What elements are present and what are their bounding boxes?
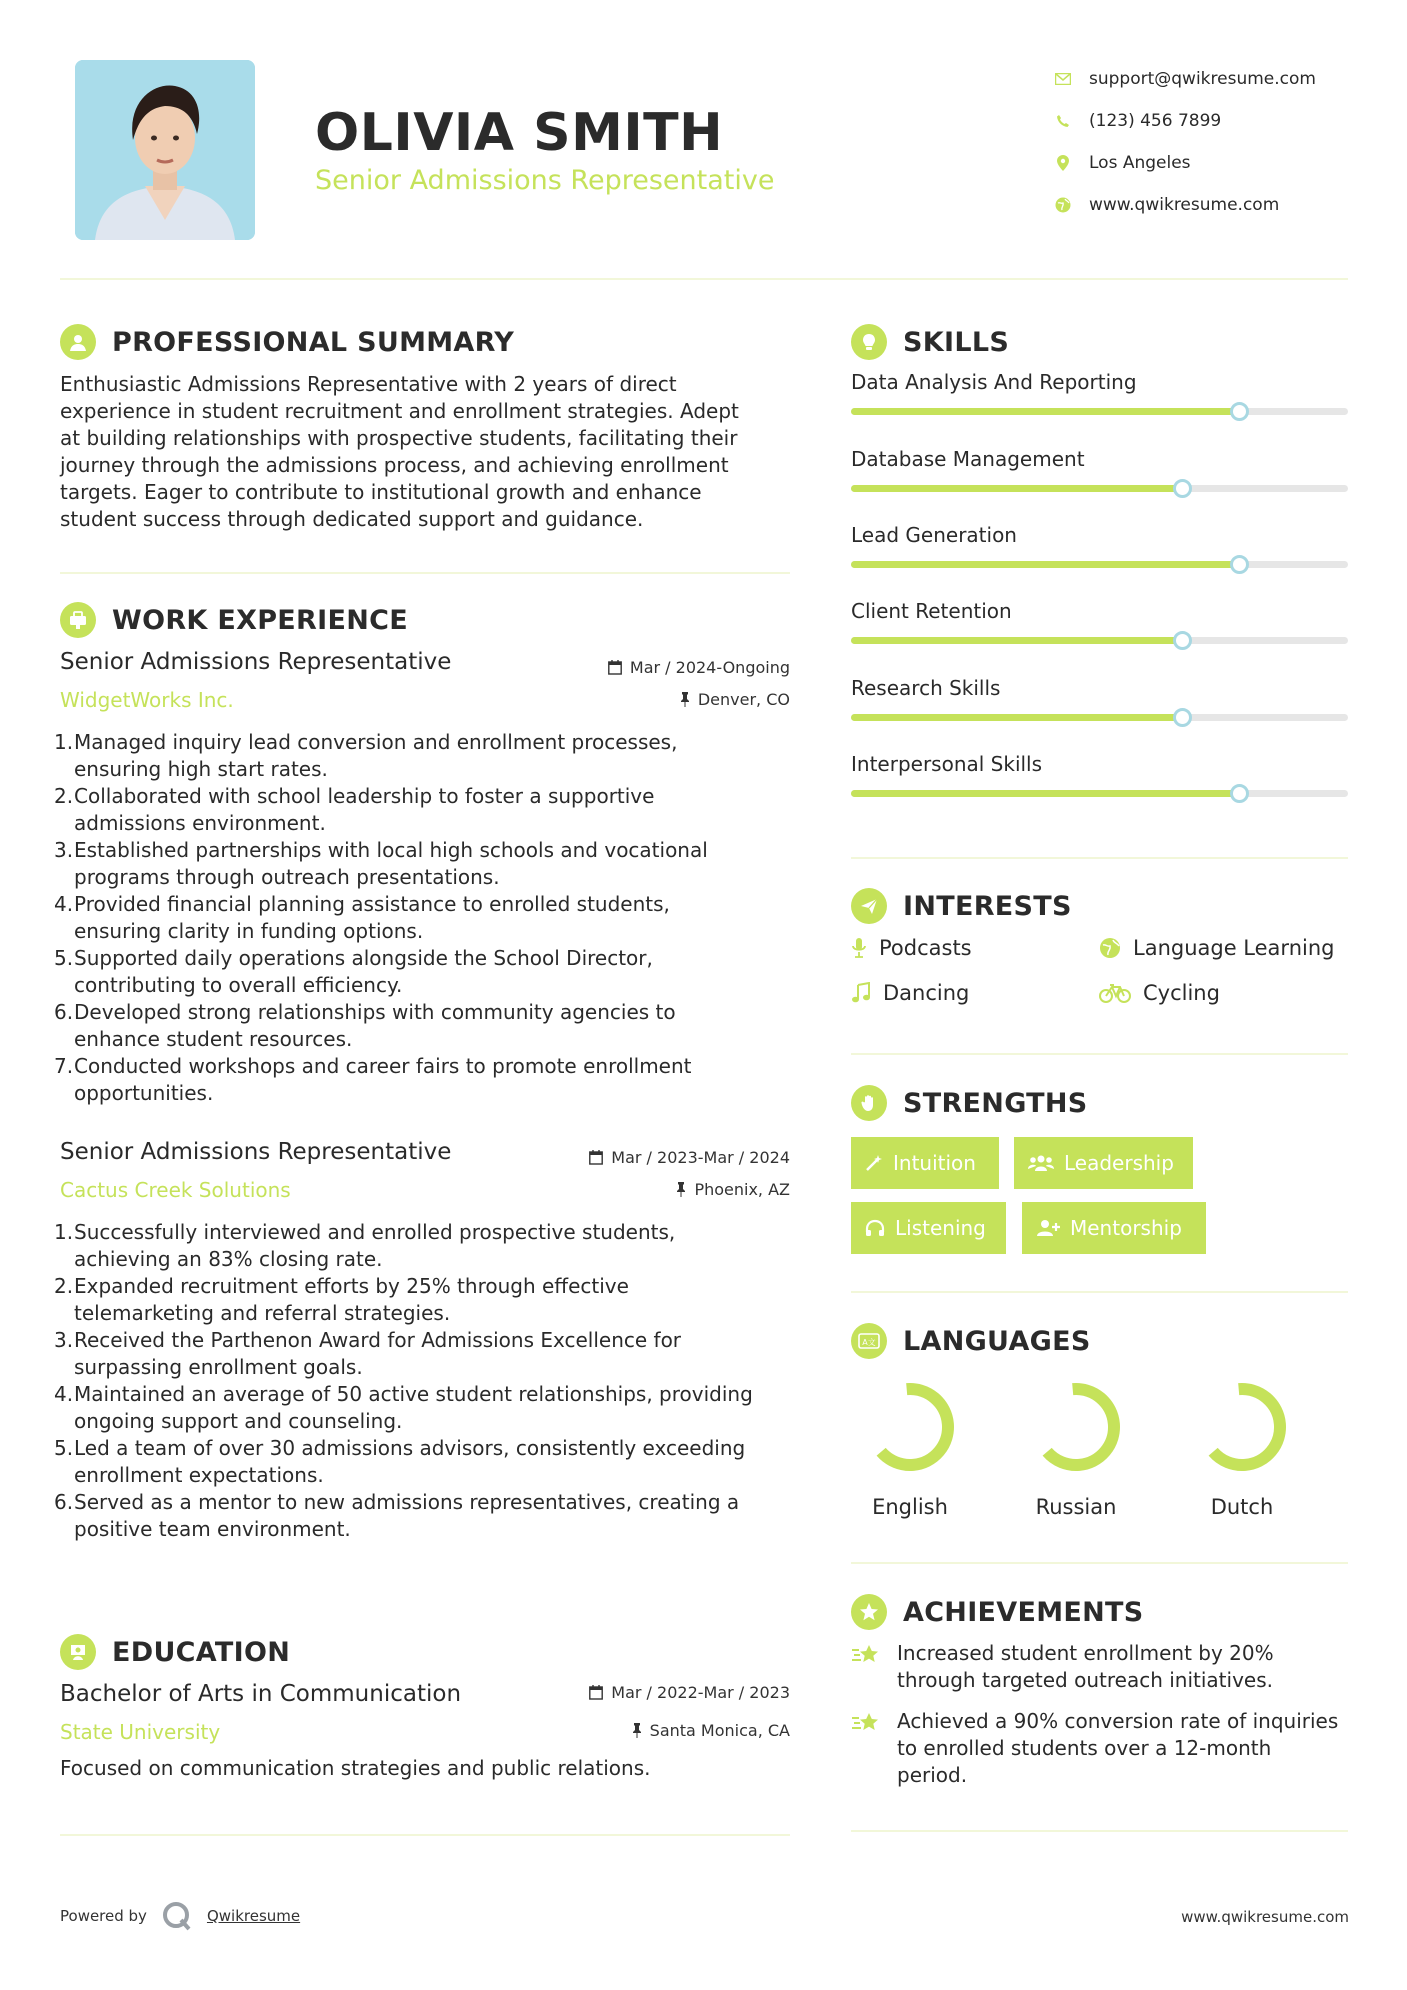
skills-title: SKILLS bbox=[903, 326, 1010, 358]
strength-chip-leadership bbox=[1014, 1137, 1193, 1189]
profile-photo bbox=[75, 60, 255, 240]
footer-powered bbox=[60, 1900, 300, 1932]
footer-website[interactable]: www.qwikresume.com bbox=[1181, 1908, 1349, 1926]
skill-bar-knob bbox=[1173, 708, 1192, 727]
skills-divider bbox=[851, 857, 1348, 859]
job-dates bbox=[608, 658, 790, 677]
job-duties bbox=[56, 1219, 796, 1543]
powered-by-text: Powered by bbox=[60, 1907, 147, 1925]
skill-bar-fill bbox=[851, 561, 1239, 568]
strengths-divider bbox=[851, 1291, 1348, 1293]
language-label: English bbox=[872, 1495, 948, 1519]
education-title: EDUCATION bbox=[112, 1636, 291, 1668]
language-item bbox=[845, 1377, 975, 1519]
qwikresume-logo-icon bbox=[161, 1900, 193, 1932]
languages-heading bbox=[851, 1323, 1091, 1359]
list-item: 6. Developed strong relationships with community agencies to enhance student resources. bbox=[54, 1000, 676, 1051]
interests-title: INTERESTS bbox=[903, 890, 1072, 922]
summary-divider bbox=[60, 572, 790, 574]
skill-bar-knob bbox=[1173, 631, 1192, 650]
achievement-item bbox=[851, 1708, 1348, 1789]
svg-text:A文: A文 bbox=[862, 1338, 876, 1347]
education-dates bbox=[589, 1683, 790, 1702]
interest-label: Cycling bbox=[1143, 981, 1220, 1005]
user-plus-icon bbox=[1036, 1219, 1060, 1237]
skill-bar bbox=[851, 408, 1348, 415]
job-location-text: Phoenix, AZ bbox=[694, 1180, 790, 1199]
interest-label: Language Learning bbox=[1133, 936, 1335, 960]
job-location bbox=[676, 1180, 790, 1199]
skill-item bbox=[851, 752, 1348, 776]
contact-email-text: support@qwikresume.com bbox=[1089, 69, 1316, 89]
job-title: Senior Admissions Representative bbox=[60, 1139, 452, 1165]
summary-heading bbox=[60, 324, 514, 360]
skill-item bbox=[851, 370, 1348, 394]
skill-bar bbox=[851, 790, 1348, 797]
summary-line: student success through dedicated support and guidance. bbox=[60, 507, 644, 531]
strengths-heading bbox=[851, 1085, 1088, 1121]
interest-podcasts bbox=[851, 936, 972, 960]
achievements-divider bbox=[851, 1830, 1348, 1832]
qwikresume-link[interactable]: Qwikresume bbox=[206, 1907, 301, 1925]
skill-label: Data Analysis And Reporting bbox=[851, 370, 1137, 394]
strength-chip-intuition bbox=[851, 1137, 999, 1189]
language-ring-arc bbox=[1201, 1386, 1283, 1468]
headphones-icon bbox=[865, 1219, 885, 1237]
achievements-title: ACHIEVEMENTS bbox=[903, 1596, 1144, 1628]
calendar-icon bbox=[608, 660, 622, 675]
education-dates-text: Mar / 2022-Mar / 2023 bbox=[611, 1683, 790, 1702]
list-item: 1. Successfully interviewed and enrolled prospective students, achieving an 83% closing rate. bbox=[54, 1220, 676, 1271]
summary-line: targets. Eager to contribute to institutional growth and enhance bbox=[60, 480, 702, 504]
list-item: 1. Managed inquiry lead conversion and enrollment processes, ensuring high start rates. bbox=[54, 730, 678, 781]
language-ring bbox=[1192, 1377, 1292, 1477]
language-ring-arc bbox=[869, 1386, 951, 1468]
skill-bar-fill bbox=[851, 485, 1182, 492]
skill-item bbox=[851, 523, 1348, 547]
contact-location bbox=[1053, 142, 1316, 184]
microphone-icon bbox=[851, 937, 867, 959]
bicycle-icon bbox=[1099, 982, 1131, 1004]
summary-line: at building relationships with prospective students, facilitating their bbox=[60, 426, 738, 450]
paper-plane-icon bbox=[851, 888, 887, 924]
contact-phone[interactable] bbox=[1053, 100, 1316, 142]
skill-bar-knob bbox=[1230, 784, 1249, 803]
list-item: 2. Collaborated with school leadership to foster a supportive admissions environment. bbox=[54, 784, 655, 835]
skill-item bbox=[851, 447, 1348, 471]
strength-label: Leadership bbox=[1064, 1151, 1174, 1175]
achievement-item bbox=[851, 1640, 1348, 1694]
list-item: 5. Led a team of over 30 admissions advisors, consistently exceeding enrollment expectations. bbox=[54, 1436, 746, 1487]
hand-icon bbox=[851, 1085, 887, 1121]
summary-line: experience in student recruitment and enrollment strategies. Adept bbox=[60, 399, 739, 423]
skill-bar-knob bbox=[1230, 555, 1249, 574]
skill-bar bbox=[851, 485, 1348, 492]
strength-chip-listening bbox=[851, 1202, 1006, 1254]
shooting-star-icon bbox=[851, 1710, 883, 1736]
phone-icon bbox=[1053, 111, 1073, 131]
list-item: 6. Served as a mentor to new admissions representatives, creating a positive team environment. bbox=[54, 1490, 740, 1541]
interest-dancing bbox=[851, 981, 969, 1005]
contact-location-text: Los Angeles bbox=[1089, 153, 1191, 173]
strength-label: Listening bbox=[895, 1216, 986, 1240]
education-divider bbox=[60, 1834, 790, 1836]
globe-icon bbox=[1099, 937, 1121, 959]
list-item: 5. Supported daily operations alongside the School Director, contributing to overall efficiency. bbox=[54, 946, 653, 997]
work-title: WORK EXPERIENCE bbox=[112, 604, 408, 636]
map-pin-icon bbox=[1053, 153, 1073, 173]
skill-label: Interpersonal Skills bbox=[851, 752, 1043, 776]
summary-line: journey through the admissions process, and achieving enrollment bbox=[60, 453, 729, 477]
job-duties bbox=[56, 729, 796, 1107]
briefcase-icon bbox=[60, 602, 96, 638]
candidate-name: OLIVIA SMITH bbox=[315, 103, 724, 163]
interest-label: Dancing bbox=[883, 981, 970, 1005]
interest-label: Podcasts bbox=[879, 936, 972, 960]
achievements-heading bbox=[851, 1594, 1144, 1630]
job-title: Senior Admissions Representative bbox=[60, 649, 452, 675]
job-company: Cactus Creek Solutions bbox=[60, 1178, 291, 1202]
user-icon bbox=[60, 324, 96, 360]
list-item: 3. Established partnerships with local high schools and vocational programs through outreach presentations. bbox=[54, 838, 708, 889]
achievement-text: Increased student enrollment by 20% through targeted outreach initiatives. bbox=[897, 1641, 1274, 1692]
envelope-icon bbox=[1053, 69, 1073, 89]
candidate-title: Senior Admissions Representative bbox=[315, 165, 775, 196]
skill-item bbox=[851, 599, 1348, 623]
star-badge-icon bbox=[851, 1594, 887, 1630]
strength-label: Intuition bbox=[893, 1151, 976, 1175]
interest-language-learning bbox=[1099, 936, 1334, 960]
education-location bbox=[632, 1721, 790, 1740]
language-ring bbox=[1026, 1377, 1126, 1477]
skill-label: Database Management bbox=[851, 447, 1085, 471]
job-company: WidgetWorks Inc. bbox=[60, 688, 234, 712]
strength-label: Mentorship bbox=[1070, 1216, 1182, 1240]
contact-website[interactable] bbox=[1053, 184, 1316, 226]
skill-bar-fill bbox=[851, 408, 1239, 415]
list-item: 4. Maintained an average of 50 active student relationships, providing ongoing support and counseling. bbox=[54, 1382, 753, 1433]
skill-bar bbox=[851, 714, 1348, 721]
globe-icon bbox=[1053, 195, 1073, 215]
calendar-icon bbox=[589, 1150, 603, 1165]
interests-heading bbox=[851, 888, 1072, 924]
skill-label: Lead Generation bbox=[851, 523, 1017, 547]
contact-block bbox=[1053, 58, 1316, 226]
skill-item bbox=[851, 676, 1348, 700]
contact-email[interactable] bbox=[1053, 58, 1316, 100]
language-item bbox=[1177, 1377, 1307, 1519]
achievement-text: Achieved a 90% conversion rate of inquiries to enrolled students over a 12-month period. bbox=[897, 1709, 1339, 1787]
list-item: 4. Provided financial planning assistance to enrolled students, ensuring clarity in funding options. bbox=[54, 892, 670, 943]
languages-title: LANGUAGES bbox=[903, 1325, 1091, 1357]
skill-bar-fill bbox=[851, 714, 1182, 721]
job-dates bbox=[589, 1148, 790, 1167]
job-dates-text: Mar / 2024-Ongoing bbox=[629, 658, 790, 677]
interest-cycling bbox=[1099, 981, 1220, 1005]
degree-title: Bachelor of Arts in Communication bbox=[60, 1681, 462, 1707]
education-description: Focused on communication strategies and public relations. bbox=[60, 1756, 651, 1780]
lightbulb-icon bbox=[851, 324, 887, 360]
calendar-icon bbox=[589, 1685, 603, 1700]
contact-phone-text: (123) 456 7899 bbox=[1089, 111, 1222, 131]
job-location bbox=[680, 690, 790, 709]
pushpin-icon bbox=[676, 1182, 686, 1197]
magic-wand-icon bbox=[865, 1154, 883, 1172]
strength-chip-mentorship bbox=[1022, 1202, 1206, 1254]
graduation-icon bbox=[60, 1634, 96, 1670]
shooting-star-icon bbox=[851, 1642, 883, 1668]
interests-divider bbox=[851, 1053, 1348, 1055]
pushpin-icon bbox=[680, 692, 690, 707]
list-item: 2. Expanded recruitment efforts by 25% through effective telemarketing and referral strategies. bbox=[54, 1274, 629, 1325]
header-divider bbox=[60, 278, 1348, 280]
school-name: State University bbox=[60, 1720, 221, 1744]
skill-label: Client Retention bbox=[851, 599, 1012, 623]
language-ring bbox=[860, 1377, 960, 1477]
strengths-title: STRENGTHS bbox=[903, 1087, 1088, 1119]
language-label: Dutch bbox=[1210, 1495, 1274, 1519]
language-ring-arc bbox=[1035, 1386, 1117, 1468]
group-icon bbox=[1028, 1154, 1054, 1172]
skill-bar-knob bbox=[1173, 479, 1192, 498]
music-note-icon bbox=[851, 982, 871, 1004]
languages-divider bbox=[851, 1562, 1348, 1564]
job-location-text: Denver, CO bbox=[697, 690, 790, 709]
job-dates-text: Mar / 2023-Mar / 2024 bbox=[611, 1148, 790, 1167]
skill-label: Research Skills bbox=[851, 676, 1001, 700]
list-item: 3. Received the Parthenon Award for Admissions Excellence for surpassing enrollment goals. bbox=[54, 1328, 682, 1379]
language-label: Russian bbox=[1035, 1495, 1117, 1519]
list-item: 7. Conducted workshops and career fairs to promote enrollment opportunities. bbox=[54, 1054, 692, 1105]
skill-bar bbox=[851, 637, 1348, 644]
education-heading bbox=[60, 1634, 290, 1670]
skill-bar bbox=[851, 561, 1348, 568]
contact-website-text: www.qwikresume.com bbox=[1089, 195, 1280, 215]
pushpin-icon bbox=[632, 1723, 642, 1738]
skills-heading bbox=[851, 324, 1009, 360]
skill-bar-fill bbox=[851, 790, 1239, 797]
education-location-text: Santa Monica, CA bbox=[649, 1721, 790, 1740]
summary-line: Enthusiastic Admissions Representative with 2 years of direct bbox=[60, 372, 677, 396]
summary-text bbox=[60, 371, 800, 533]
skill-bar-fill bbox=[851, 637, 1182, 644]
work-heading bbox=[60, 602, 408, 638]
summary-title: PROFESSIONAL SUMMARY bbox=[112, 326, 515, 358]
skill-bar-knob bbox=[1230, 402, 1249, 421]
language-item bbox=[1011, 1377, 1141, 1519]
language-icon bbox=[851, 1323, 887, 1359]
